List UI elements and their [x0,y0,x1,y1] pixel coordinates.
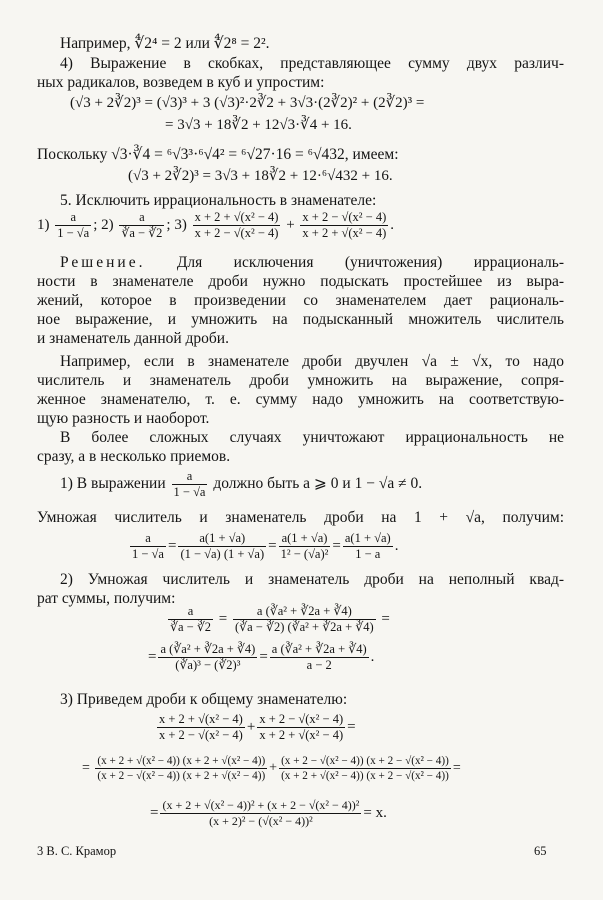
fraction-numerator: a (∛a² + ∛2a + ∛4) [271,642,367,656]
fraction-denominator: 1 − √a [132,547,164,561]
task5-fraction-1 [55,211,91,240]
solution-line-3: жений, которое в произведении со знаменателем дает рациональ- [37,292,564,309]
equals-sign: = [332,537,341,554]
step1-pre: 1) В выражении [60,475,166,493]
equation-cube-expansion-2: = 3√3 + 18∛2 + 12√3·∛4 + 16. [165,117,352,133]
fraction-numerator: a [130,532,166,547]
step3-line: 3) Приведем дроби к общему знаменателю: [60,691,348,708]
fraction-denominator: a − 2 [306,658,332,672]
example-line-roots: Например, ∜2⁴ = 2 или ∜2⁸ = 2². [60,35,270,52]
fraction-numerator: a (∛a² + ∛2a + ∛4) [160,642,256,656]
fraction-numerator: (x + 2 − √(x² − 4)) (x + 2 − √(x² − 4)) [281,755,449,767]
fraction-numerator: (x + 2 + √(x² − 4))² + (x + 2 − √(x² − 4))² [162,798,360,812]
equals-sign: = [150,804,159,821]
fraction-denominator: 1 − √a [173,485,206,499]
plus-sign: + [246,718,256,735]
fraction-numerator: a(1 + √a) [178,532,266,547]
fraction-a [95,755,267,782]
fraction-b [233,605,376,634]
fraction-numerator: x + 2 − √(x² − 4) [259,712,344,726]
fraction-denominator: (x + 2 − √(x² − 4)) (x + 2 + √(x² − 4)) [97,770,266,782]
fraction-denominator: 1 − a [355,547,381,561]
fraction-numerator: a [172,470,208,485]
fraction-denominator: x + 2 − √(x² − 4) [159,728,243,742]
equation-cube-result: (√3 + 2∛2)³ = 3√3 + 18∛2 + 12·⁶√432 + 16. [128,168,393,184]
example-line-3: женное знаменателю, т. е. сумму надо умножить на соответствую- [37,391,564,408]
step3-equation-2 [82,755,461,782]
fraction-a [157,713,245,742]
step1-equation [128,532,398,561]
line-poskolku: Поскольку √3·∛4 = ⁶√3³·⁶√4² = ⁶√27·16 = ⁶√432, имеем: [37,146,399,163]
solution-line-5: и знаменатель данной дроби. [37,330,229,347]
fraction-numerator: a(1 + √a) [344,531,391,545]
equals-sign: = [347,718,356,735]
task5-fraction-3b [300,211,388,240]
solution-line-1 [60,253,564,272]
equals-sign: = [82,760,90,776]
separator: ; [166,216,171,233]
fraction-numerator: a [119,211,164,226]
equation-cube-expansion-1: (√3 + 2∛2)³ = (√3)³ + 3 (√3)²·2∛2 + 3√3·(2∛2)² + (2∛2)³ = [70,95,425,111]
item4-line2: ных радикалов, возведем в куб и упростим: [37,74,325,91]
example-line-1: Например, если в знаменателе дроби двучлен √a ± √x, то надо [60,353,564,370]
step2-equation-2 [148,643,374,672]
fraction-d [270,643,369,672]
period: . [370,648,375,665]
fraction-numerator: a (∛a² + ∛2a + ∛4) [233,605,376,620]
fraction-numerator: x + 2 + √(x² − 4) [159,712,243,726]
fraction-b [257,713,345,742]
footer-signature: 3 В. С. Крамор [37,844,117,858]
fraction-c [279,532,331,561]
separator: ; [93,216,98,233]
fraction-b [279,755,451,782]
fraction-denominator: (x + 2 + √(x² − 4)) (x + 2 − √(x² − 4)) [281,770,449,782]
equals-sign: = [148,648,157,665]
equals-sign: = [268,537,277,554]
solution-word: Решение. [60,254,146,271]
task5-label-3: 3) [174,216,187,233]
complex-line-1: В более сложных случаях уничтожают иррациональность не [60,429,564,446]
result: = x. [363,804,387,821]
task5-label-2: 2) [101,216,114,233]
example-line-2: числитель и знаменатель дроби умножить на выражение, сопря- [37,372,564,389]
fraction-denominator: ∛a − ∛2 [121,226,163,240]
fraction-b [178,532,266,561]
fraction-numerator: a [168,605,213,620]
complex-line-2: сразу, а в несколько приемов. [37,448,231,465]
step2-equation-1 [166,605,390,634]
fraction-numerator: x + 2 − √(x² − 4) [302,210,387,224]
step2-line-1: 2) Умножая числитель и знаменатель дроби на неполный квад- [60,571,564,588]
plus-sign: + [269,760,278,776]
page-number: 65 [534,844,547,858]
plus-sign: + [286,216,295,233]
task5-title: 5. Исключить иррациональность в знаменателе: [60,192,377,209]
period: . [390,216,394,233]
fraction-denominator: (x + 2)² − (√(x² − 4))² [209,814,313,828]
equals-sign: = [381,610,390,627]
fraction-numerator: (x + 2 + √(x² − 4)) (x + 2 + √(x² − 4)) [97,755,266,767]
fraction-denominator: 1 − √a [57,226,90,240]
step3-equation-1 [155,713,356,742]
fraction-denominator: ∛a − ∛2 [170,620,212,634]
step1-multiply-line: Умножая числитель и знаменатель дроби на 1 + √a, получим: [37,509,564,526]
step3-equation-3 [150,799,387,828]
equals-sign: = [218,610,228,627]
task5-fractions [37,211,394,240]
equals-sign: = [452,760,461,776]
solution-text: Для исключения (уничтожения) иррациональ- [145,254,564,271]
fraction-d [343,532,393,561]
fraction-denominator: (1 − √a) (1 + √a) [180,547,265,561]
fraction-sum [160,799,361,828]
example-line-4: щую разность и наоборот. [37,410,210,427]
fraction-denominator: 1² − (√a)² [280,547,329,561]
step1-post: должно быть a ⩾ 0 и 1 − √a ≠ 0. [213,475,423,493]
fraction-numerator: a(1 + √a) [279,532,331,547]
step1-fraction [172,470,208,499]
fraction-numerator: a [55,211,91,226]
equals-sign: = [259,648,268,665]
fraction-a [168,605,213,634]
equals-sign: = [167,537,177,554]
fraction-denominator: x + 2 + √(x² − 4) [302,226,387,240]
item4-line1: 4) Выражение в скобках, представляющее сумму двух различ- [60,55,564,72]
fraction-c [158,643,257,672]
solution-line-2: ности в знаменателе дроби нужно подыскать простейшее из выра- [37,273,564,290]
fraction-denominator: (∛a − ∛2) (∛a² + ∛2a + ∛4) [235,620,374,634]
task5-fraction-2 [119,211,164,240]
step2-line-2: рат суммы, получим: [37,590,176,607]
fraction-a [130,532,166,561]
step1-condition [60,470,422,499]
fraction-denominator: (∛a)³ − (∛2)³ [175,658,241,672]
fraction-numerator: x + 2 + √(x² − 4) [194,210,279,224]
period: . [394,537,399,554]
task5-fraction-3a [193,211,281,240]
fraction-denominator: x + 2 + √(x² − 4) [259,728,344,742]
task5-label-1: 1) [37,216,50,233]
fraction-denominator: x + 2 − √(x² − 4) [194,226,279,240]
solution-line-4: ное выражение, и умножить на подысканный множитель числитель [37,311,564,328]
